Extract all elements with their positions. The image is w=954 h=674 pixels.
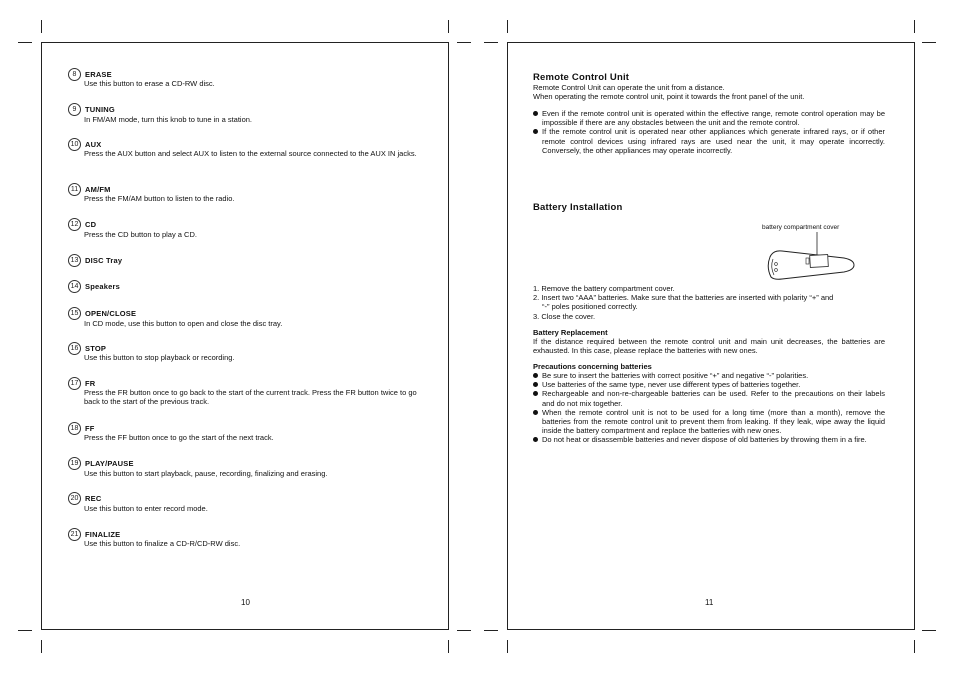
bullet-icon — [533, 391, 538, 396]
entry-body: Use this button to erase a CD-RW disc. — [84, 79, 215, 88]
entry-title: OPEN/CLOSE — [85, 309, 137, 318]
entry-title: FF — [85, 424, 95, 433]
list-item — [533, 389, 885, 407]
list-item-text: Even if the remote control unit is operated within the effective range, remote control operation may be impossible if there are any obstacles between the unit and the remote control. — [542, 109, 885, 128]
crop-mark — [507, 20, 508, 33]
list-item-text: 3. Close the cover. — [533, 311, 596, 321]
battery-steps-list — [533, 284, 888, 321]
crop-mark — [922, 630, 936, 631]
number-badge: 13 — [68, 254, 81, 267]
entry-body: In FM/AM mode, turn this knob to tune in a station. — [84, 115, 252, 124]
entry-title: DISC Tray — [85, 256, 123, 265]
replacement-text: If the distance required between the remote control unit and main unit decreases, the batteries are exhausted. In this case, please replace the batteries with new ones. — [533, 337, 885, 356]
battery-cover-callout: battery compartment cover — [762, 224, 840, 231]
entry-title: PLAY/PAUSE — [85, 459, 134, 468]
list-item — [533, 380, 885, 389]
bullet-icon — [533, 382, 538, 387]
number-badge: 8 — [68, 68, 81, 81]
crop-mark — [484, 630, 498, 631]
crop-mark — [507, 640, 508, 653]
list-item-text: Use batteries of the same type, never use different types of batteries together. — [542, 380, 801, 390]
entry-title: FINALIZE — [85, 530, 121, 539]
list-item — [533, 371, 885, 380]
battery-cover-outline — [810, 255, 829, 268]
bullet-icon — [533, 437, 538, 442]
bullet-icon — [533, 129, 538, 134]
number-badge: 18 — [68, 422, 81, 435]
entry-title: ERASE — [85, 70, 112, 79]
list-item-text: Do not heat or disassemble batteries and never dispose of old batteries by throwing them in a fire. — [542, 435, 867, 445]
entry-title: AM/FM — [85, 185, 111, 194]
number-badge: 11 — [68, 183, 81, 196]
list-item — [533, 284, 888, 293]
battery-heading: Battery Installation — [533, 202, 623, 213]
left-page — [41, 42, 449, 630]
entry-title: REC — [85, 494, 102, 503]
entry-body: Press the AUX button and select AUX to listen to the external source connected to the AUX IN jacks. — [84, 149, 417, 158]
number-badge: 14 — [68, 280, 81, 293]
list-item — [533, 109, 885, 127]
list-item-text: Rechargeable and non-re-chargeable batteries can be used. Refer to the precautions on their labels and do not mix together. — [542, 389, 885, 408]
precautions-list — [533, 371, 885, 445]
entry-title: FR — [85, 379, 96, 388]
number-badge: 9 — [68, 103, 81, 116]
crop-mark — [457, 630, 471, 631]
list-item-text: 1. Remove the battery compartment cover. — [533, 284, 675, 293]
crop-mark — [922, 42, 936, 43]
number-badge: 17 — [68, 377, 81, 390]
number-badge: 19 — [68, 457, 81, 470]
remote-intro-line: Remote Control Unit can operate the unit from a distance. — [533, 83, 725, 92]
crop-mark — [457, 42, 471, 43]
list-item — [533, 435, 885, 444]
page-number: 10 — [241, 598, 250, 607]
bullet-icon — [533, 373, 538, 378]
entry-body: Use this button to enter record mode. — [84, 504, 208, 513]
entry-body: Use this button to start playback, pause, recording, finalizing and erasing. — [84, 469, 328, 478]
crop-mark — [914, 640, 915, 653]
number-badge: 20 — [68, 492, 81, 505]
number-badge: 16 — [68, 342, 81, 355]
entry-body: Press the FF button once to go the start of the next track. — [84, 433, 274, 442]
number-badge: 10 — [68, 138, 81, 151]
list-item-text: Be sure to insert the batteries with correct positive “+” and negative “-” polarities. — [542, 371, 809, 380]
remote-notes-list — [533, 109, 885, 155]
precautions-heading: Precautions concerning batteries — [533, 362, 652, 371]
number-badge: 15 — [68, 307, 81, 320]
entry-body: Use this button to finalize a CD-R/CD-RW disc. — [84, 539, 241, 548]
crop-mark — [41, 20, 42, 33]
number-badge: 21 — [68, 528, 81, 541]
list-item — [533, 408, 885, 436]
crop-mark — [448, 640, 449, 653]
entry-body: Press the CD button to play a CD. — [84, 230, 197, 239]
list-item — [533, 293, 888, 311]
crop-mark — [914, 20, 915, 33]
crop-mark — [484, 42, 498, 43]
list-item-text: If the remote control unit is operated near other appliances which generate infrared rays, or if other remote control devices using infrared rays are used near the unit, it may operate incorrectly. Conversely, the other appliances may operate incorrectly. — [542, 127, 885, 155]
crop-mark — [448, 20, 449, 33]
entry-body: Use this button to stop playback or recording. — [84, 353, 235, 362]
entry-title: TUNING — [85, 105, 115, 114]
bullet-icon — [533, 111, 538, 116]
bullet-icon — [533, 410, 538, 415]
crop-mark — [18, 42, 32, 43]
right-page — [507, 42, 915, 630]
entry-body: Press the FM/AM button to listen to the radio. — [84, 194, 235, 203]
remote-heading: Remote Control Unit — [533, 72, 630, 83]
list-item — [533, 312, 888, 321]
entry-body: Press the FR button once to go back to the start of the current track. Press the FR button twice to go back to the start of the previous track. — [84, 388, 417, 407]
list-item-text: 2. Insert two “AAA” batteries. Make sure that the batteries are inserted with polarity “+” and — [533, 293, 834, 303]
remote-control-illustration — [762, 229, 862, 283]
entry-title: STOP — [85, 344, 107, 353]
entry-body: In CD mode, use this button to open and close the disc tray. — [84, 319, 283, 328]
remote-intro-line: When operating the remote control unit, point it towards the front panel of the unit. — [533, 92, 805, 101]
list-item-text: When the remote control unit is not to be used for a long time (more than a month), remove the batteries from the remote control unit to prevent them from leaking. If they leak, wipe away the liquid inside the battery compartment and replace the batteries with new ones. — [542, 407, 885, 436]
list-item-text: “-” poles positioned correctly. — [542, 302, 638, 312]
crop-mark — [18, 630, 32, 631]
number-badge: 12 — [68, 218, 81, 231]
page-number: 11 — [705, 598, 714, 607]
entry-title: CD — [85, 220, 97, 229]
list-item — [533, 127, 885, 155]
crop-mark — [41, 640, 42, 653]
entry-title: Speakers — [85, 282, 120, 291]
entry-title: AUX — [85, 140, 102, 149]
replacement-heading: Battery Replacement — [533, 328, 608, 337]
